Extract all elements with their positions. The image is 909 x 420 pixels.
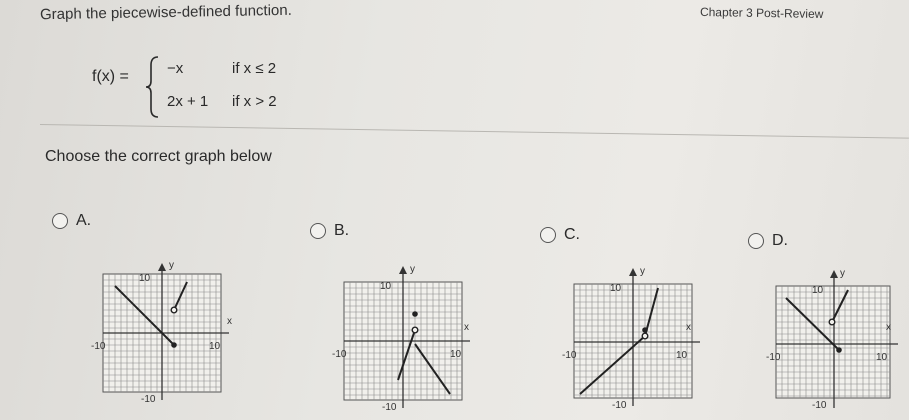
graph-c[interactable] <box>562 266 706 412</box>
graph-d-tick-ybottom: -10 <box>812 400 827 411</box>
graph-b-open-dot <box>412 327 418 333</box>
graph-b-x-label: x <box>464 322 469 333</box>
radio-button-d[interactable] <box>748 233 764 249</box>
graph-d-open-dot <box>829 319 835 325</box>
graph-d-closed-dot <box>836 347 842 353</box>
graph-c-tick-xleft: -10 <box>562 350 577 361</box>
case-1-expression: −x <box>167 60 184 77</box>
divider <box>40 124 909 139</box>
option-c[interactable] <box>540 226 580 244</box>
graph-d-y-arrow <box>830 270 838 278</box>
option-c-label: C. <box>564 226 580 243</box>
case-2-expression: 2x + 1 <box>167 93 209 110</box>
radio-button-b[interactable] <box>310 223 326 239</box>
case-2-condition: if x > 2 <box>232 93 277 110</box>
graph-d-background <box>776 286 890 398</box>
option-a[interactable] <box>52 212 91 230</box>
graph-c-tick-xright: 10 <box>676 350 688 361</box>
graph-a-y-arrow <box>158 263 166 271</box>
graph-d-tick-xleft: -10 <box>766 352 781 363</box>
option-b-label: B. <box>334 222 350 239</box>
graph-c-tick-ybottom: -10 <box>612 400 627 411</box>
instruction-title: Graph the piecewise-defined function. <box>39 1 292 24</box>
brace-icon <box>144 55 160 119</box>
graph-a-x-label: x <box>227 316 232 327</box>
graph-c-y-arrow <box>629 268 637 276</box>
piecewise-function <box>92 55 352 125</box>
graph-c-closed-dot <box>642 327 648 333</box>
graph-b-tick-ybottom: -10 <box>382 402 397 413</box>
graph-a-tick-xright: 10 <box>209 341 221 352</box>
graph-a[interactable] <box>91 260 235 412</box>
graph-b[interactable] <box>332 262 476 413</box>
option-d[interactable] <box>748 232 788 250</box>
graph-c-y-label: y <box>640 266 645 277</box>
option-d-label: D. <box>772 232 788 249</box>
graph-c-tick-ytop: 10 <box>610 283 622 294</box>
graph-b-tick-xleft: -10 <box>332 349 347 360</box>
graph-d[interactable] <box>766 268 904 414</box>
graph-b-y-arrow <box>399 266 407 274</box>
graph-a-tick-ybottom: -10 <box>141 394 156 405</box>
graph-a-closed-dot <box>171 342 177 348</box>
graph-d-tick-ytop: 10 <box>812 285 824 296</box>
graph-c-open-dot <box>642 333 648 339</box>
graph-b-tick-ytop: 10 <box>380 281 392 292</box>
radio-button-a[interactable] <box>52 213 68 229</box>
graph-a-tick-xleft: -10 <box>91 341 106 352</box>
graph-d-tick-xright: 10 <box>876 352 888 363</box>
graph-b-y-label: y <box>410 264 415 275</box>
graph-a-y-label: y <box>169 260 174 271</box>
function-name: f(x) = <box>92 68 129 85</box>
option-b[interactable] <box>310 222 349 240</box>
graph-a-tick-ytop: 10 <box>139 273 151 284</box>
option-a-label: A. <box>76 212 92 229</box>
graph-b-closed-dot <box>412 311 418 317</box>
question-prompt: Choose the correct graph below <box>45 148 272 165</box>
graph-d-x-label: x <box>886 322 891 333</box>
graph-b-tick-xright: 10 <box>450 349 462 360</box>
chapter-label: Chapter 3 Post-Review <box>699 4 824 22</box>
case-1-condition: if x ≤ 2 <box>232 60 277 77</box>
graph-c-x-label: x <box>686 322 691 333</box>
radio-button-c[interactable] <box>540 227 556 243</box>
graph-d-y-label: y <box>840 268 845 279</box>
graph-a-open-dot <box>171 307 177 313</box>
